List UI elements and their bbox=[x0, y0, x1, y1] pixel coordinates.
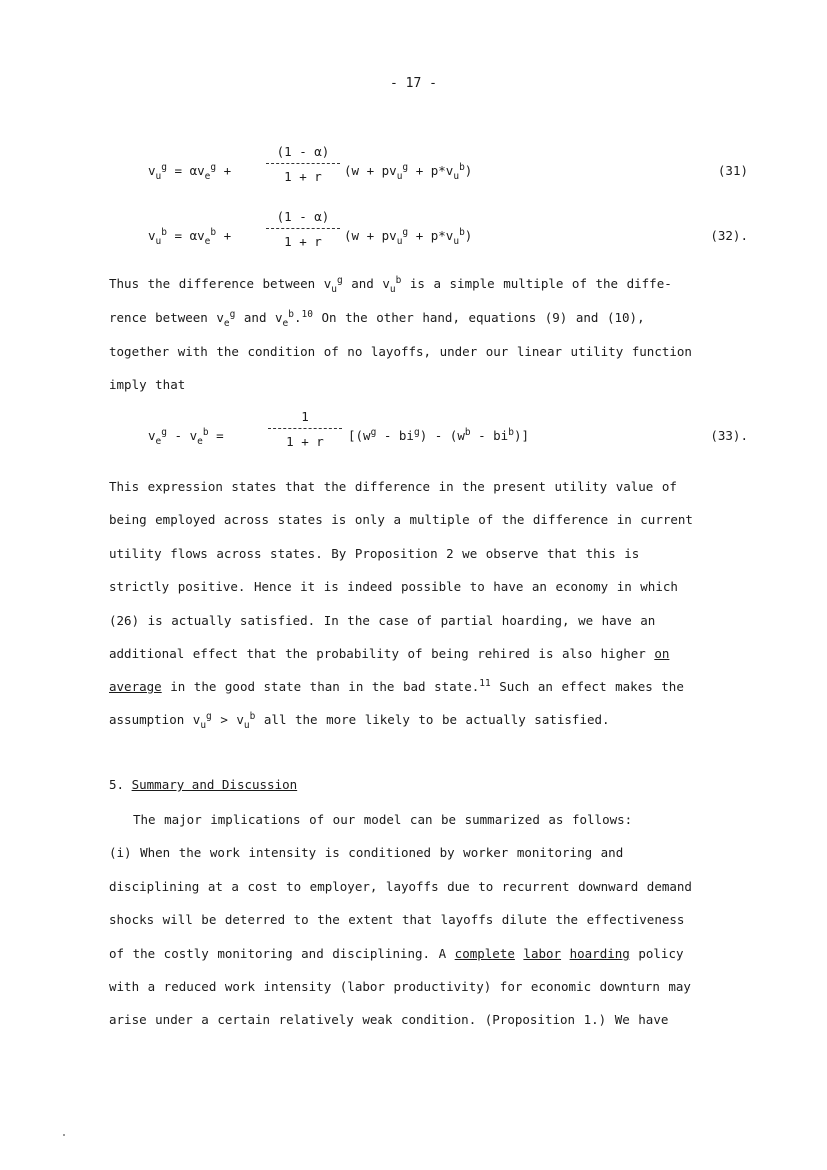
equation-fraction: (1 - α) 1 + r bbox=[266, 208, 340, 250]
text-line: (i) When the work intensity is conditioned by worker monitoring and bbox=[109, 845, 624, 860]
equation-31 bbox=[148, 143, 748, 199]
equation-fraction: 1 1 + r bbox=[268, 408, 342, 450]
equation-rhs: $[(w^g - bi^g) - (w^b - bi^b)]$ bbox=[348, 427, 530, 443]
equation-number: (33). bbox=[710, 428, 748, 443]
text-line: arise under a certain relatively weak condition. (Proposition 1.) We have bbox=[109, 1012, 669, 1027]
text-line: This expression states that the difference in the present utility value of bbox=[109, 479, 677, 494]
text-line: together with the condition of no layoffs, under our linear utility function bbox=[109, 344, 692, 359]
text-line: Thus the difference between $v_u^g$ and $v_u^b$ is a simple multiple of the diffe- bbox=[109, 275, 672, 295]
text-line: shocks will be deterred to the extent that layoffs dilute the effectiveness bbox=[109, 912, 685, 927]
page-number: - 17 - bbox=[390, 76, 437, 91]
equation-lhs: $v_e^g - v_e^b$ = bbox=[148, 427, 224, 447]
text-line: (26) is actually satisfied. In the case of partial hoarding, we have an bbox=[109, 613, 656, 628]
text-line: additional effect that the probability of being rehired is also higher on bbox=[109, 646, 670, 661]
text-line: The major implications of our model can be summarized as follows: bbox=[133, 812, 633, 827]
text-line: of the costly monitoring and disciplining. A complete labor hoarding policy bbox=[109, 946, 684, 961]
text-line: assumption $v_u^g > v_u^b$ all the more likely to be actually satisfied. bbox=[109, 711, 610, 731]
equation-lhs: $v_u^g = \alpha v_e^g$ + bbox=[148, 162, 232, 182]
text-line: utility flows across states. By Proposition 2 we observe that this is bbox=[109, 546, 640, 561]
text-line: strictly positive. Hence it is indeed possible to have an economy in which bbox=[109, 579, 678, 594]
scan-speck bbox=[63, 1134, 65, 1136]
equation-rhs: $(w + pv_u^g + p*v_u^b)$ bbox=[344, 227, 473, 247]
equation-32 bbox=[148, 208, 748, 264]
equation-lhs: $v_u^b = \alpha v_e^b$ + bbox=[148, 227, 232, 247]
text-line: being employed across states is only a multiple of the difference in current bbox=[109, 512, 693, 527]
equation-33 bbox=[148, 408, 748, 464]
text-line: rence between $v_e^g$ and $v_e^b.^{10}$ On the other hand, equations (9) and (10), bbox=[109, 309, 645, 329]
equation-rhs: $(w + pv_u^g + p*v_u^b)$ bbox=[344, 162, 473, 182]
equation-fraction: (1 - α) 1 + r bbox=[266, 143, 340, 185]
text-line: with a reduced work intensity (labor productivity) for economic downturn may bbox=[109, 979, 691, 994]
text-line: average in the good state than in the bad state.$^{11}$ Such an effect makes the bbox=[109, 678, 684, 694]
footnote-ref: 10 bbox=[301, 309, 313, 320]
text-line: imply that bbox=[109, 377, 186, 392]
section-heading: 5. Summary and Discussion bbox=[109, 777, 298, 792]
text-line: disciplining at a cost to employer, layoffs due to recurrent downward demand bbox=[109, 879, 692, 894]
equation-number: (31) bbox=[717, 163, 748, 178]
equation-number: (32). bbox=[710, 228, 748, 243]
footnote-ref: 11 bbox=[479, 678, 491, 689]
